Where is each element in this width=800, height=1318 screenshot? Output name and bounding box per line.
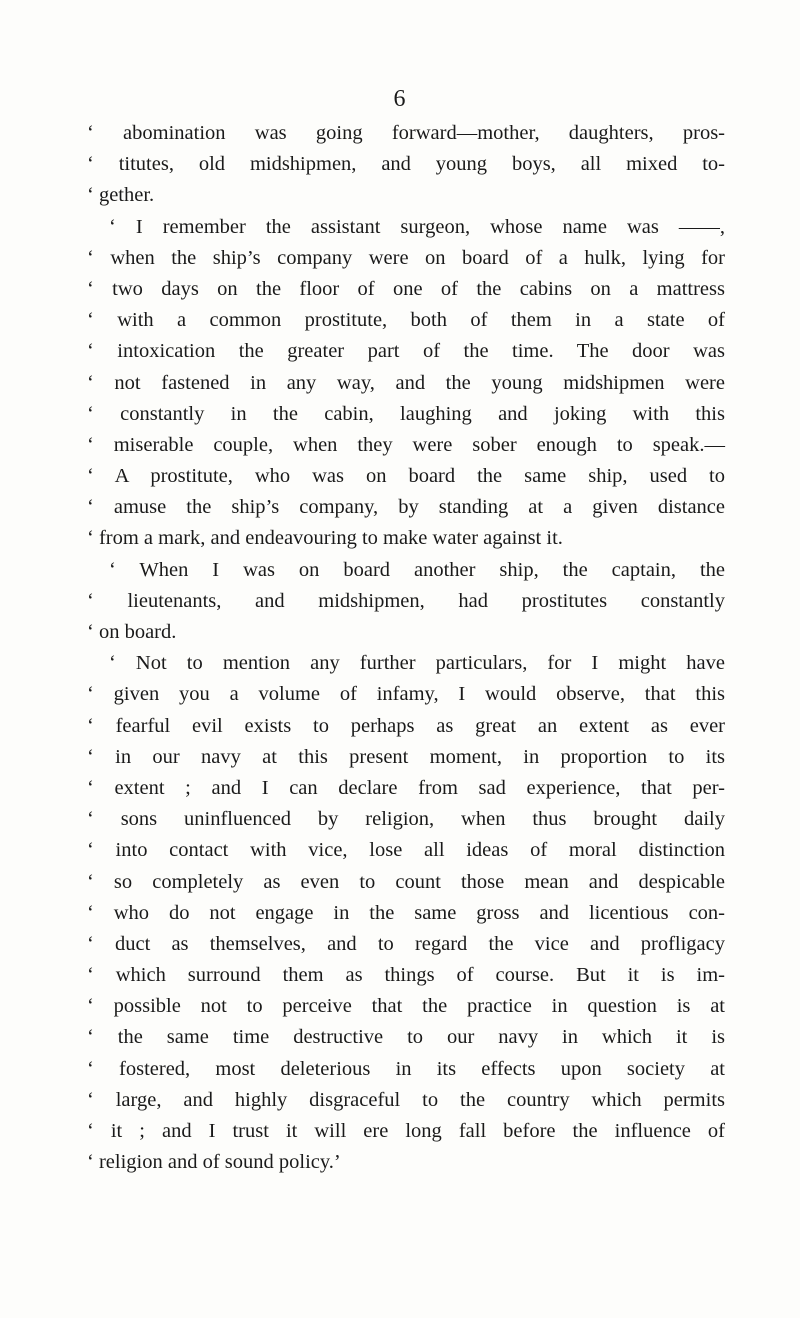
- text-line: ‘ religion and of sound policy.’: [87, 1151, 341, 1174]
- text-line: ‘ on board.: [87, 621, 177, 643]
- text-line: ‘ with a common prostitute, both of them in a state of: [87, 309, 725, 332]
- text-line: ‘ A prostitute, who was on board the same ship, used to: [87, 465, 725, 488]
- text-line: ‘ fostered, most deleterious in its effects upon society at: [87, 1057, 725, 1080]
- text-line: ‘ large, and highly disgraceful to the country which permits: [87, 1088, 725, 1111]
- text-line: ‘ into contact with vice, lose all ideas of moral distinction: [87, 839, 725, 862]
- text-line: ‘ who do not engage in the same gross and licentious con-: [87, 901, 725, 924]
- text-line: ‘ which surround them as things of course. But it is im-: [87, 964, 725, 987]
- text-line: ‘ it ; and I trust it will ere long fall before the influence of: [87, 1120, 725, 1142]
- text-line: ‘ fearful evil exists to perhaps as great an extent as ever: [87, 714, 725, 737]
- text-line: ‘ gether.: [87, 184, 155, 207]
- text-line: ‘ extent ; and I can declare from sad experience, that per-: [87, 776, 725, 799]
- text-line: ‘ in our navy at this present moment, in proportion to its: [87, 745, 725, 768]
- text-line: ‘ intoxication the greater part of the time. The door was: [87, 340, 725, 363]
- text-line: ‘ miserable couple, when they were sober enough to speak.—: [87, 433, 725, 456]
- text-line: ‘ I remember the assistant surgeon, whose name was ——,: [109, 215, 725, 238]
- text-line: ‘ possible not to perceive that the practice in question is at: [87, 995, 725, 1018]
- text-line: ‘ abomination was going forward—mother, daughters, pros-: [87, 122, 725, 144]
- text-line: ‘ When I was on board another ship, the captain, the: [109, 558, 725, 581]
- body-text: [87, 118, 725, 1178]
- text-line: ‘ the same time destructive to our navy in which it is: [87, 1026, 725, 1049]
- text-line: ‘ titutes, old midshipmen, and young boys, all mixed to-: [87, 153, 725, 176]
- text-line: ‘ constantly in the cabin, laughing and joking with this: [87, 402, 725, 425]
- text-line: ‘ when the ship’s company were on board of a hulk, lying for: [87, 246, 725, 269]
- text-line: ‘ so completely as even to count those mean and despicable: [87, 870, 725, 893]
- page-number: 6: [393, 86, 407, 112]
- text-line: ‘ two days on the floor of one of the cabins on a mattress: [87, 277, 725, 300]
- text-line: ‘ sons uninfluenced by religion, when thus brought daily: [87, 808, 725, 831]
- text-line: ‘ Not to mention any further particulars, for I might have: [109, 652, 725, 675]
- text-line: ‘ not fastened in any way, and the young midshipmen were: [87, 371, 725, 394]
- text-line: ‘ amuse the ship’s company, by standing at a given distance: [87, 496, 725, 519]
- text-line: ‘ duct as themselves, and to regard the vice and profligacy: [87, 932, 725, 955]
- text-line: ‘ from a mark, and endeavouring to make water against it.: [87, 527, 563, 550]
- text-line: ‘ lieutenants, and midshipmen, had prostitutes constantly: [87, 589, 725, 612]
- text-line: ‘ given you a volume of infamy, I would observe, that this: [87, 683, 725, 706]
